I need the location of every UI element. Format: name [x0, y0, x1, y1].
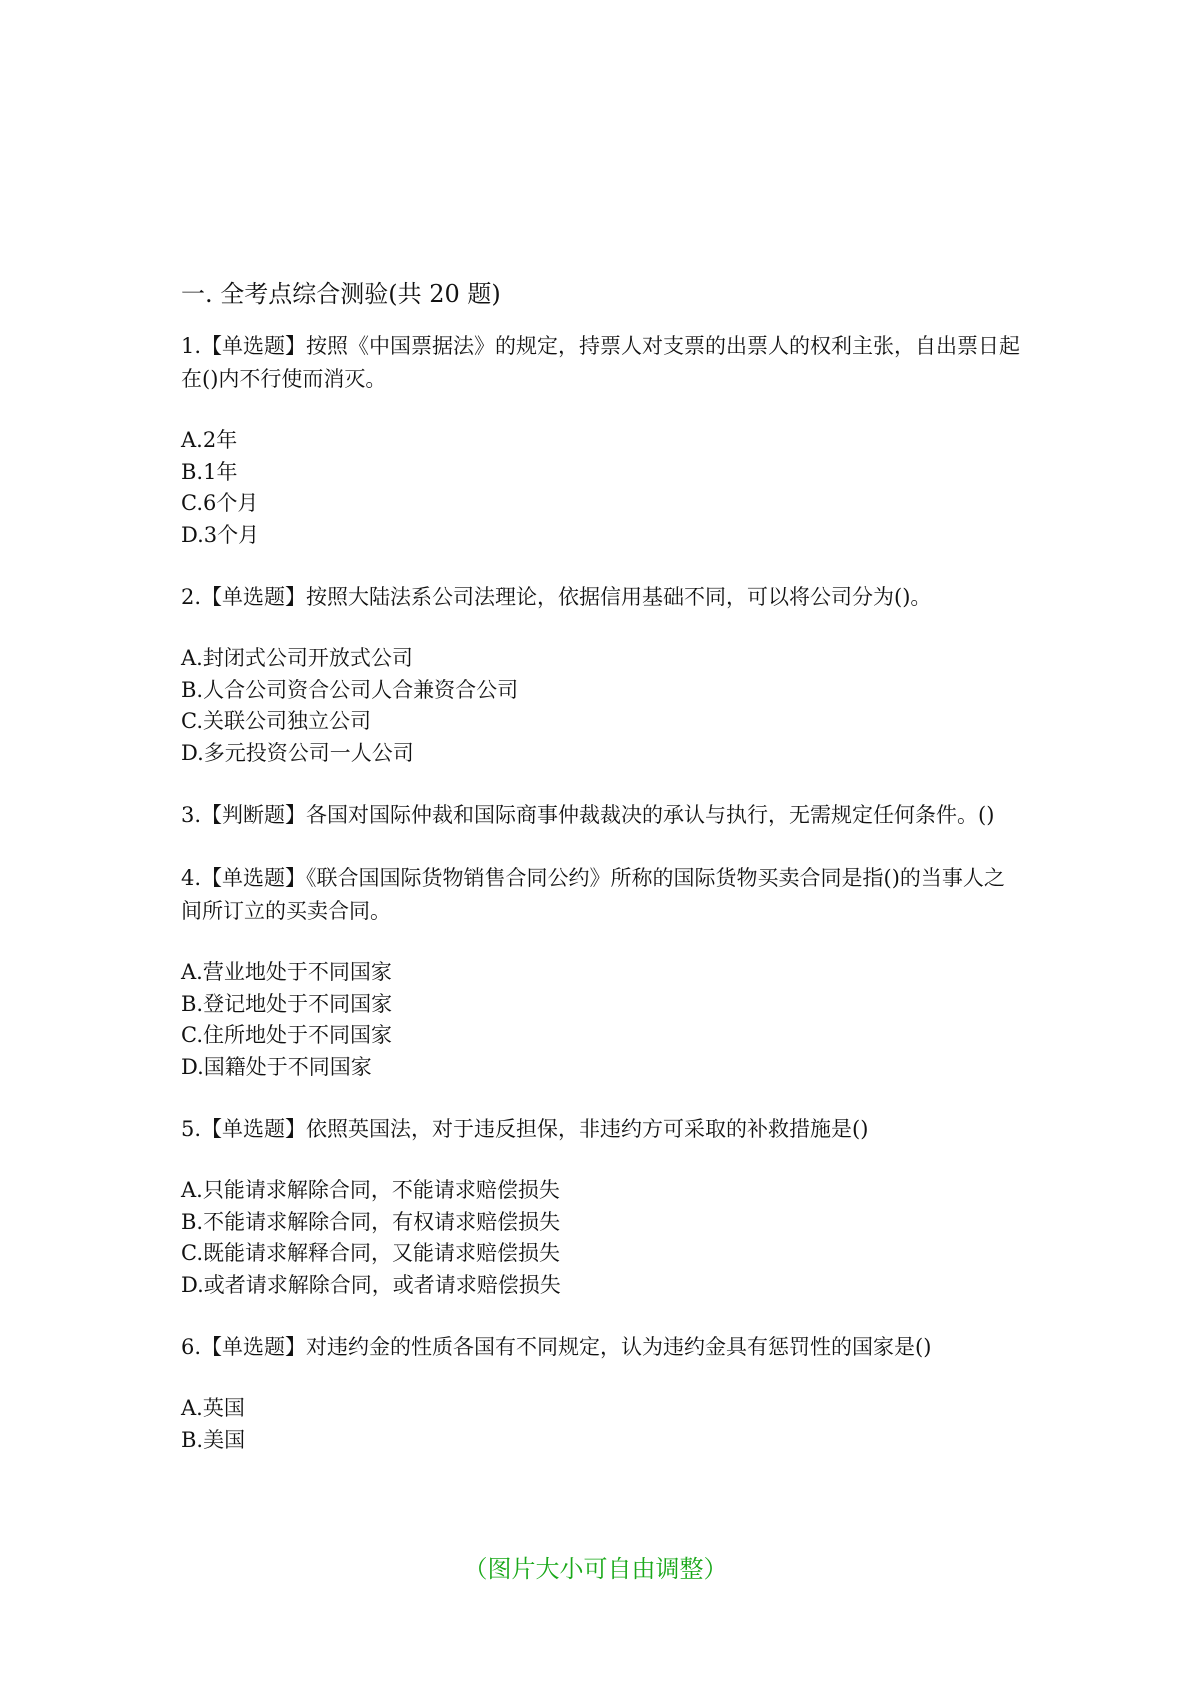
option-a: A.营业地处于不同国家: [181, 960, 392, 984]
option-a: A.封闭式公司开放式公司: [181, 646, 413, 670]
question-stem: 1.【单选题】按照《中国票据法》的规定，持票人对支票的出票人的权利主张，自出票日起在()内不行使而消灭。: [181, 334, 1021, 391]
option-b: B.登记地处于不同国家: [181, 991, 393, 1016]
document-content: [181, 278, 1021, 1486]
question-stem: 2.【单选题】按照大陆法系公司法理论，依据信用基础不同，可以将公司分为()。: [181, 585, 932, 609]
section-title: 一. 全考点综合测验(共 20 题): [181, 280, 501, 308]
option-list: [181, 1393, 1021, 1456]
question-1: [181, 330, 1021, 551]
option-b: B.美国: [181, 1427, 246, 1452]
option-c: C.关联公司独立公司: [181, 709, 371, 733]
option-b: B.1年: [181, 459, 238, 484]
option-d: D.或者请求解除合同，或者请求赔偿损失: [181, 1272, 561, 1297]
option-list: [181, 643, 1021, 769]
question-stem: 6.【单选题】对违约金的性质各国有不同规定，认为违约金具有惩罚性的国家是(): [181, 1335, 932, 1359]
option-b: B.人合公司资合公司人合兼资合公司: [181, 677, 519, 702]
question-5: [181, 1113, 1021, 1301]
question-2: [181, 581, 1021, 769]
option-a: A.只能请求解除合同，不能请求赔偿损失: [181, 1178, 560, 1202]
question-stem: 3.【判断题】各国对国际仲裁和国际商事仲裁裁决的承认与执行，无需规定任何条件。(): [181, 803, 995, 827]
option-a: A.2年: [181, 428, 238, 452]
question-stem: 4.【单选题】《联合国国际货物销售合同公约》所称的国际货物买卖合同是指()的当事人之间所订立的买卖合同。: [181, 866, 1005, 923]
option-d: D.3个月: [181, 522, 260, 547]
option-list: [181, 425, 1021, 551]
option-list: [181, 957, 1021, 1083]
option-c: C.住所地处于不同国家: [181, 1023, 392, 1047]
question-4: [181, 862, 1021, 1083]
question-3: [181, 799, 1021, 832]
option-d: D.国籍处于不同国家: [181, 1054, 372, 1079]
option-list: [181, 1175, 1021, 1301]
option-d: D.多元投资公司一人公司: [181, 740, 414, 765]
option-c: C.6个月: [181, 491, 259, 515]
option-c: C.既能请求解释合同，又能请求赔偿损失: [181, 1241, 560, 1265]
question-stem: 5.【单选题】依照英国法，对于违反担保，非违约方可采取的补救措施是(): [181, 1117, 869, 1141]
question-6: [181, 1331, 1021, 1456]
option-a: A.英国: [181, 1396, 245, 1420]
footer-note: （图片大小可自由调整）: [463, 1555, 728, 1583]
option-b: B.不能请求解除合同，有权请求赔偿损失: [181, 1209, 561, 1234]
